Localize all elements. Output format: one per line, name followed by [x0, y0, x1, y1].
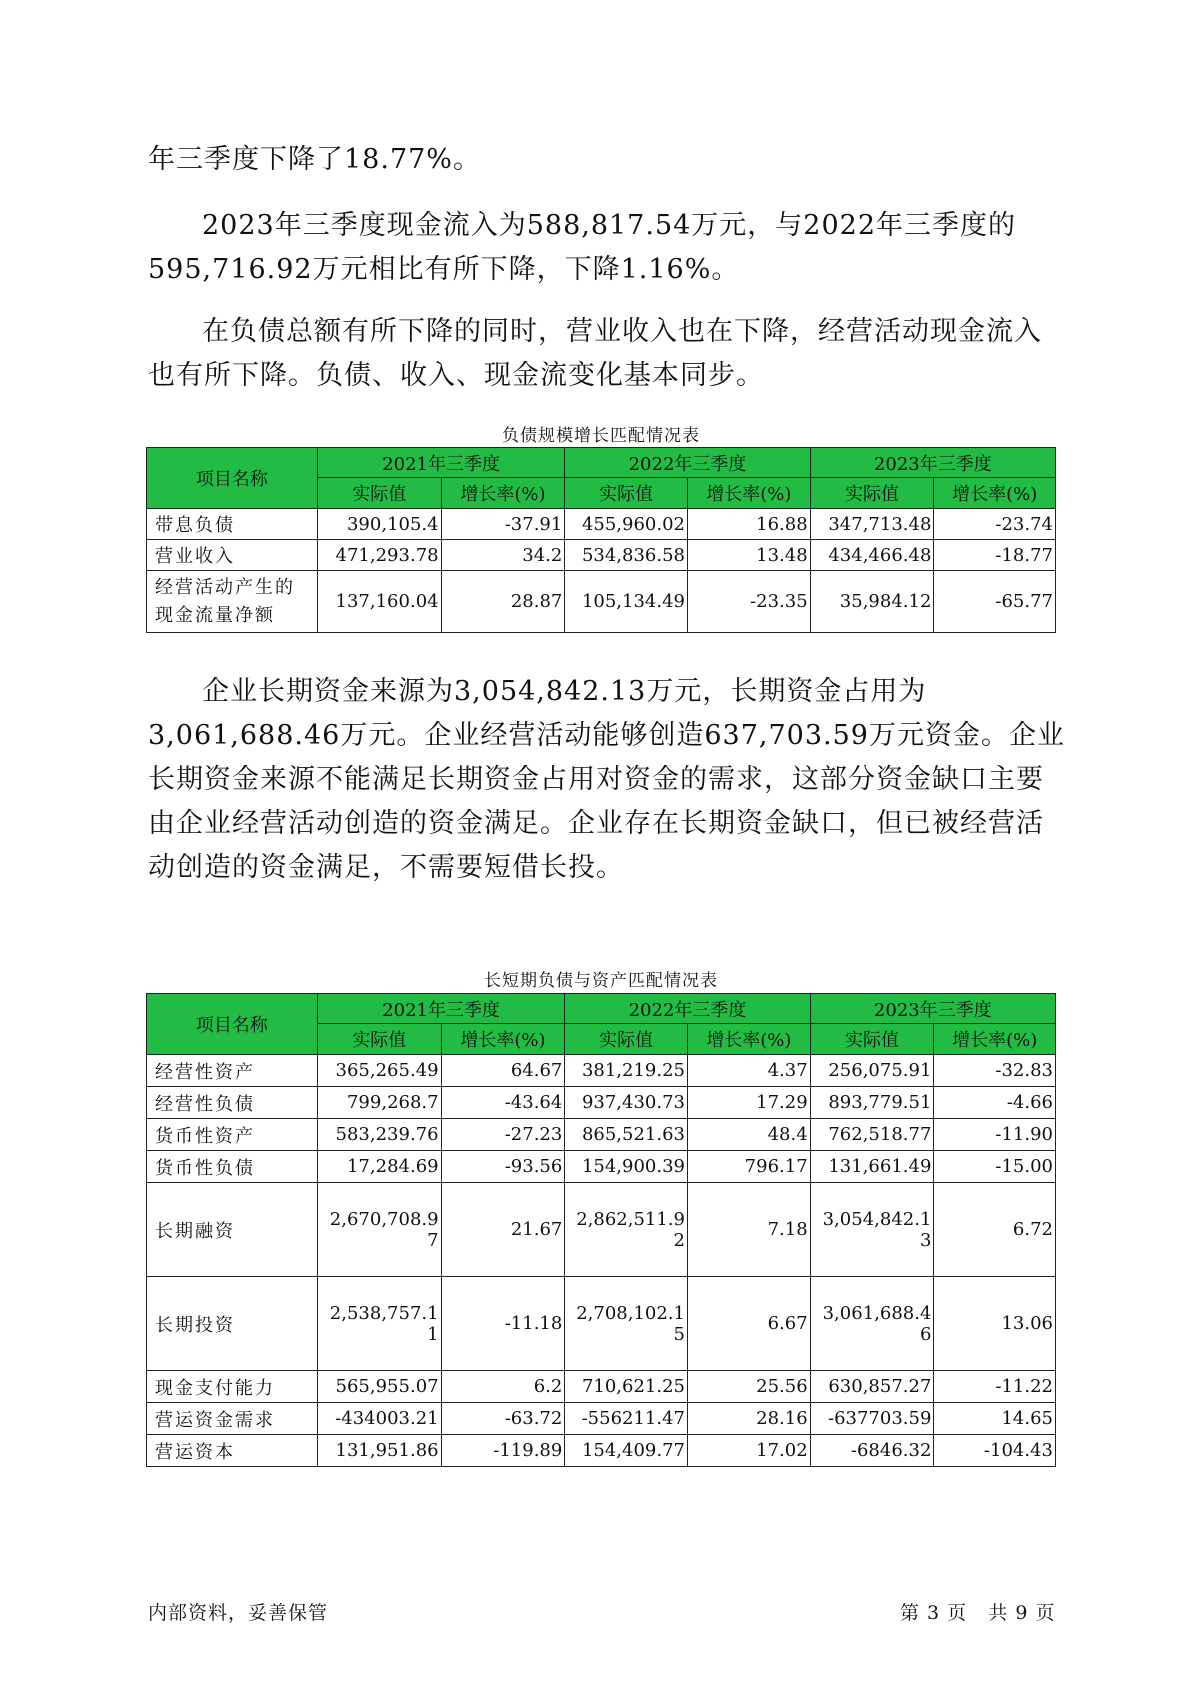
cell-value: 17.02 — [688, 1435, 811, 1467]
cell-value: 3,054,842.13 — [810, 1183, 934, 1277]
header-item-name: 项目名称 — [147, 448, 318, 509]
cell-value: 6.2 — [441, 1371, 565, 1403]
header-actual: 实际值 — [317, 478, 441, 509]
cell-value: 565,955.07 — [317, 1371, 441, 1403]
cell-value: 13.48 — [688, 540, 811, 571]
header-growth: 增长率(%) — [441, 478, 565, 509]
header-growth: 增长率(%) — [934, 1024, 1056, 1055]
cell-value: 434,466.48 — [810, 540, 934, 571]
header-actual: 实际值 — [565, 478, 688, 509]
row-label: 长期融资 — [147, 1183, 318, 1277]
row-label: 货币性负债 — [147, 1151, 318, 1183]
cell-value: 64.67 — [441, 1055, 565, 1087]
cell-value: -556211.47 — [565, 1403, 688, 1435]
cell-value: -434003.21 — [317, 1403, 441, 1435]
cell-value: 154,900.39 — [565, 1151, 688, 1183]
table2-caption: 长短期负债与资产匹配情况表 — [484, 971, 718, 991]
cell-value: 4.37 — [688, 1055, 811, 1087]
header-actual: 实际值 — [810, 1024, 934, 1055]
cell-value: 937,430.73 — [565, 1087, 688, 1119]
header-growth: 增长率(%) — [688, 1024, 811, 1055]
cell-value: 865,521.63 — [565, 1119, 688, 1151]
cell-value: -18.77 — [934, 540, 1056, 571]
cell-value: -4.66 — [934, 1087, 1056, 1119]
asset-liability-table — [146, 993, 1056, 1467]
cell-value: 347,713.48 — [810, 509, 934, 540]
table-row — [147, 1277, 1056, 1371]
header-growth: 增长率(%) — [441, 1024, 565, 1055]
cell-value: 28.16 — [688, 1403, 811, 1435]
cell-value: -23.74 — [934, 509, 1056, 540]
cell-value: 35,984.12 — [810, 571, 934, 633]
cell-value: -43.64 — [441, 1087, 565, 1119]
cell-value: -27.23 — [441, 1119, 565, 1151]
row-label: 经营性资产 — [147, 1055, 318, 1087]
cell-value: 25.56 — [688, 1371, 811, 1403]
cell-value: 17.29 — [688, 1087, 811, 1119]
header-growth: 增长率(%) — [934, 478, 1056, 509]
table-row — [147, 1183, 1056, 1277]
header-period-2022: 2022年三季度 — [565, 448, 810, 478]
cell-value: 21.67 — [441, 1183, 565, 1277]
cell-value: 2,670,708.97 — [317, 1183, 441, 1277]
table1-caption: 负债规模增长匹配情况表 — [502, 426, 700, 446]
cell-value: -23.35 — [688, 571, 811, 633]
cell-value: 583,239.76 — [317, 1119, 441, 1151]
header-period-2022: 2022年三季度 — [565, 994, 810, 1024]
cell-value: 17,284.69 — [317, 1151, 441, 1183]
cell-value: 6.67 — [688, 1277, 811, 1371]
cell-value: 630,857.27 — [810, 1371, 934, 1403]
footer-confidential: 内部资料，妥善保管 — [148, 1602, 329, 1624]
header-period-2023: 2023年三季度 — [810, 994, 1055, 1024]
table-row — [147, 1435, 1056, 1467]
cell-value: 893,779.51 — [810, 1087, 934, 1119]
table-row — [147, 509, 1056, 540]
cell-value: 137,160.04 — [317, 571, 441, 633]
cell-value: 34.2 — [441, 540, 565, 571]
footer-page-number: 第 3 页 共 9 页 — [900, 1602, 1056, 1624]
header-period-2023: 2023年三季度 — [810, 448, 1055, 478]
cell-value: 131,661.49 — [810, 1151, 934, 1183]
cell-value: 48.4 — [688, 1119, 811, 1151]
cell-value: -65.77 — [934, 571, 1056, 633]
table-row — [147, 1055, 1056, 1087]
cell-value: 381,219.25 — [565, 1055, 688, 1087]
header-actual: 实际值 — [810, 478, 934, 509]
cell-value: -37.91 — [441, 509, 565, 540]
cell-value: 14.65 — [934, 1403, 1056, 1435]
cell-value: 390,105.4 — [317, 509, 441, 540]
row-label: 营运资金需求 — [147, 1403, 318, 1435]
table-row — [147, 1119, 1056, 1151]
cell-value: 256,075.91 — [810, 1055, 934, 1087]
row-label: 营业收入 — [147, 540, 318, 571]
cell-value: -6846.32 — [810, 1435, 934, 1467]
header-item-name: 项目名称 — [147, 994, 318, 1055]
cell-value: -11.22 — [934, 1371, 1056, 1403]
header-actual: 实际值 — [565, 1024, 688, 1055]
cell-value: 3,061,688.46 — [810, 1277, 934, 1371]
cell-value: -11.18 — [441, 1277, 565, 1371]
cell-value: -119.89 — [441, 1435, 565, 1467]
cell-value: -63.72 — [441, 1403, 565, 1435]
cell-value: 455,960.02 — [565, 509, 688, 540]
table-row — [147, 540, 1056, 571]
cell-value: 2,862,511.92 — [565, 1183, 688, 1277]
row-label: 经营性负债 — [147, 1087, 318, 1119]
table-row — [147, 1371, 1056, 1403]
table-row — [147, 1403, 1056, 1435]
cell-value: 762,518.77 — [810, 1119, 934, 1151]
table-row — [147, 1087, 1056, 1119]
cell-value: 2,538,757.11 — [317, 1277, 441, 1371]
row-label: 现金支付能力 — [147, 1371, 318, 1403]
header-actual: 实际值 — [317, 1024, 441, 1055]
row-label: 经营活动产生的现金流量净额 — [147, 571, 318, 633]
table-row — [147, 1151, 1056, 1183]
cell-value: 534,836.58 — [565, 540, 688, 571]
row-label: 带息负债 — [147, 509, 318, 540]
cell-value: 105,134.49 — [565, 571, 688, 633]
cell-value: -11.90 — [934, 1119, 1056, 1151]
cell-value: -637703.59 — [810, 1403, 934, 1435]
row-label: 货币性资产 — [147, 1119, 318, 1151]
cell-value: -93.56 — [441, 1151, 565, 1183]
cell-value: 796.17 — [688, 1151, 811, 1183]
cell-value: 365,265.49 — [317, 1055, 441, 1087]
cell-value: 799,268.7 — [317, 1087, 441, 1119]
table-row — [147, 571, 1056, 633]
paragraph-continuation: 年三季度下降了18.77%。 — [148, 144, 481, 175]
cell-value: -32.83 — [934, 1055, 1056, 1087]
header-growth: 增长率(%) — [688, 478, 811, 509]
cell-value: 471,293.78 — [317, 540, 441, 571]
cell-value: 28.87 — [441, 571, 565, 633]
cell-value: 2,708,102.15 — [565, 1277, 688, 1371]
header-period-2021: 2021年三季度 — [317, 448, 565, 478]
paragraph-cash-inflow: 2023年三季度现金流入为588,817.54万元，与2022年三季度的595,716.92万元相比有所下降，下降1.16%。 — [148, 210, 1017, 285]
cell-value: 13.06 — [934, 1277, 1056, 1371]
paragraph-debt-summary: 在负债总额有所下降的同时，营业收入也在下降，经营活动现金流入也有所下降。负债、收入、现金流变化基本同步。 — [148, 316, 1042, 391]
row-label: 营运资本 — [147, 1435, 318, 1467]
debt-growth-table — [146, 447, 1056, 633]
cell-value: 6.72 — [934, 1183, 1056, 1277]
cell-value: -15.00 — [934, 1151, 1056, 1183]
cell-value: 131,951.86 — [317, 1435, 441, 1467]
header-period-2021: 2021年三季度 — [317, 994, 565, 1024]
cell-value: 154,409.77 — [565, 1435, 688, 1467]
cell-value: 16.88 — [688, 509, 811, 540]
paragraph-long-term-funds: 企业长期资金来源为3,054,842.13万元，长期资金占用为3,061,688.46万元。企业经营活动能够创造637,703.59万元资金。企业长期资金来源不能满足长期资金占用对资金的需求，这部分资金缺口主要由企业经营活动创造的资金满足。企业存在长期资金缺口，但已被经营活动创造的资金满足，不需要短借长投。 — [148, 676, 1065, 883]
cell-value: 710,621.25 — [565, 1371, 688, 1403]
cell-value: 7.18 — [688, 1183, 811, 1277]
row-label: 长期投资 — [147, 1277, 318, 1371]
cell-value: -104.43 — [934, 1435, 1056, 1467]
